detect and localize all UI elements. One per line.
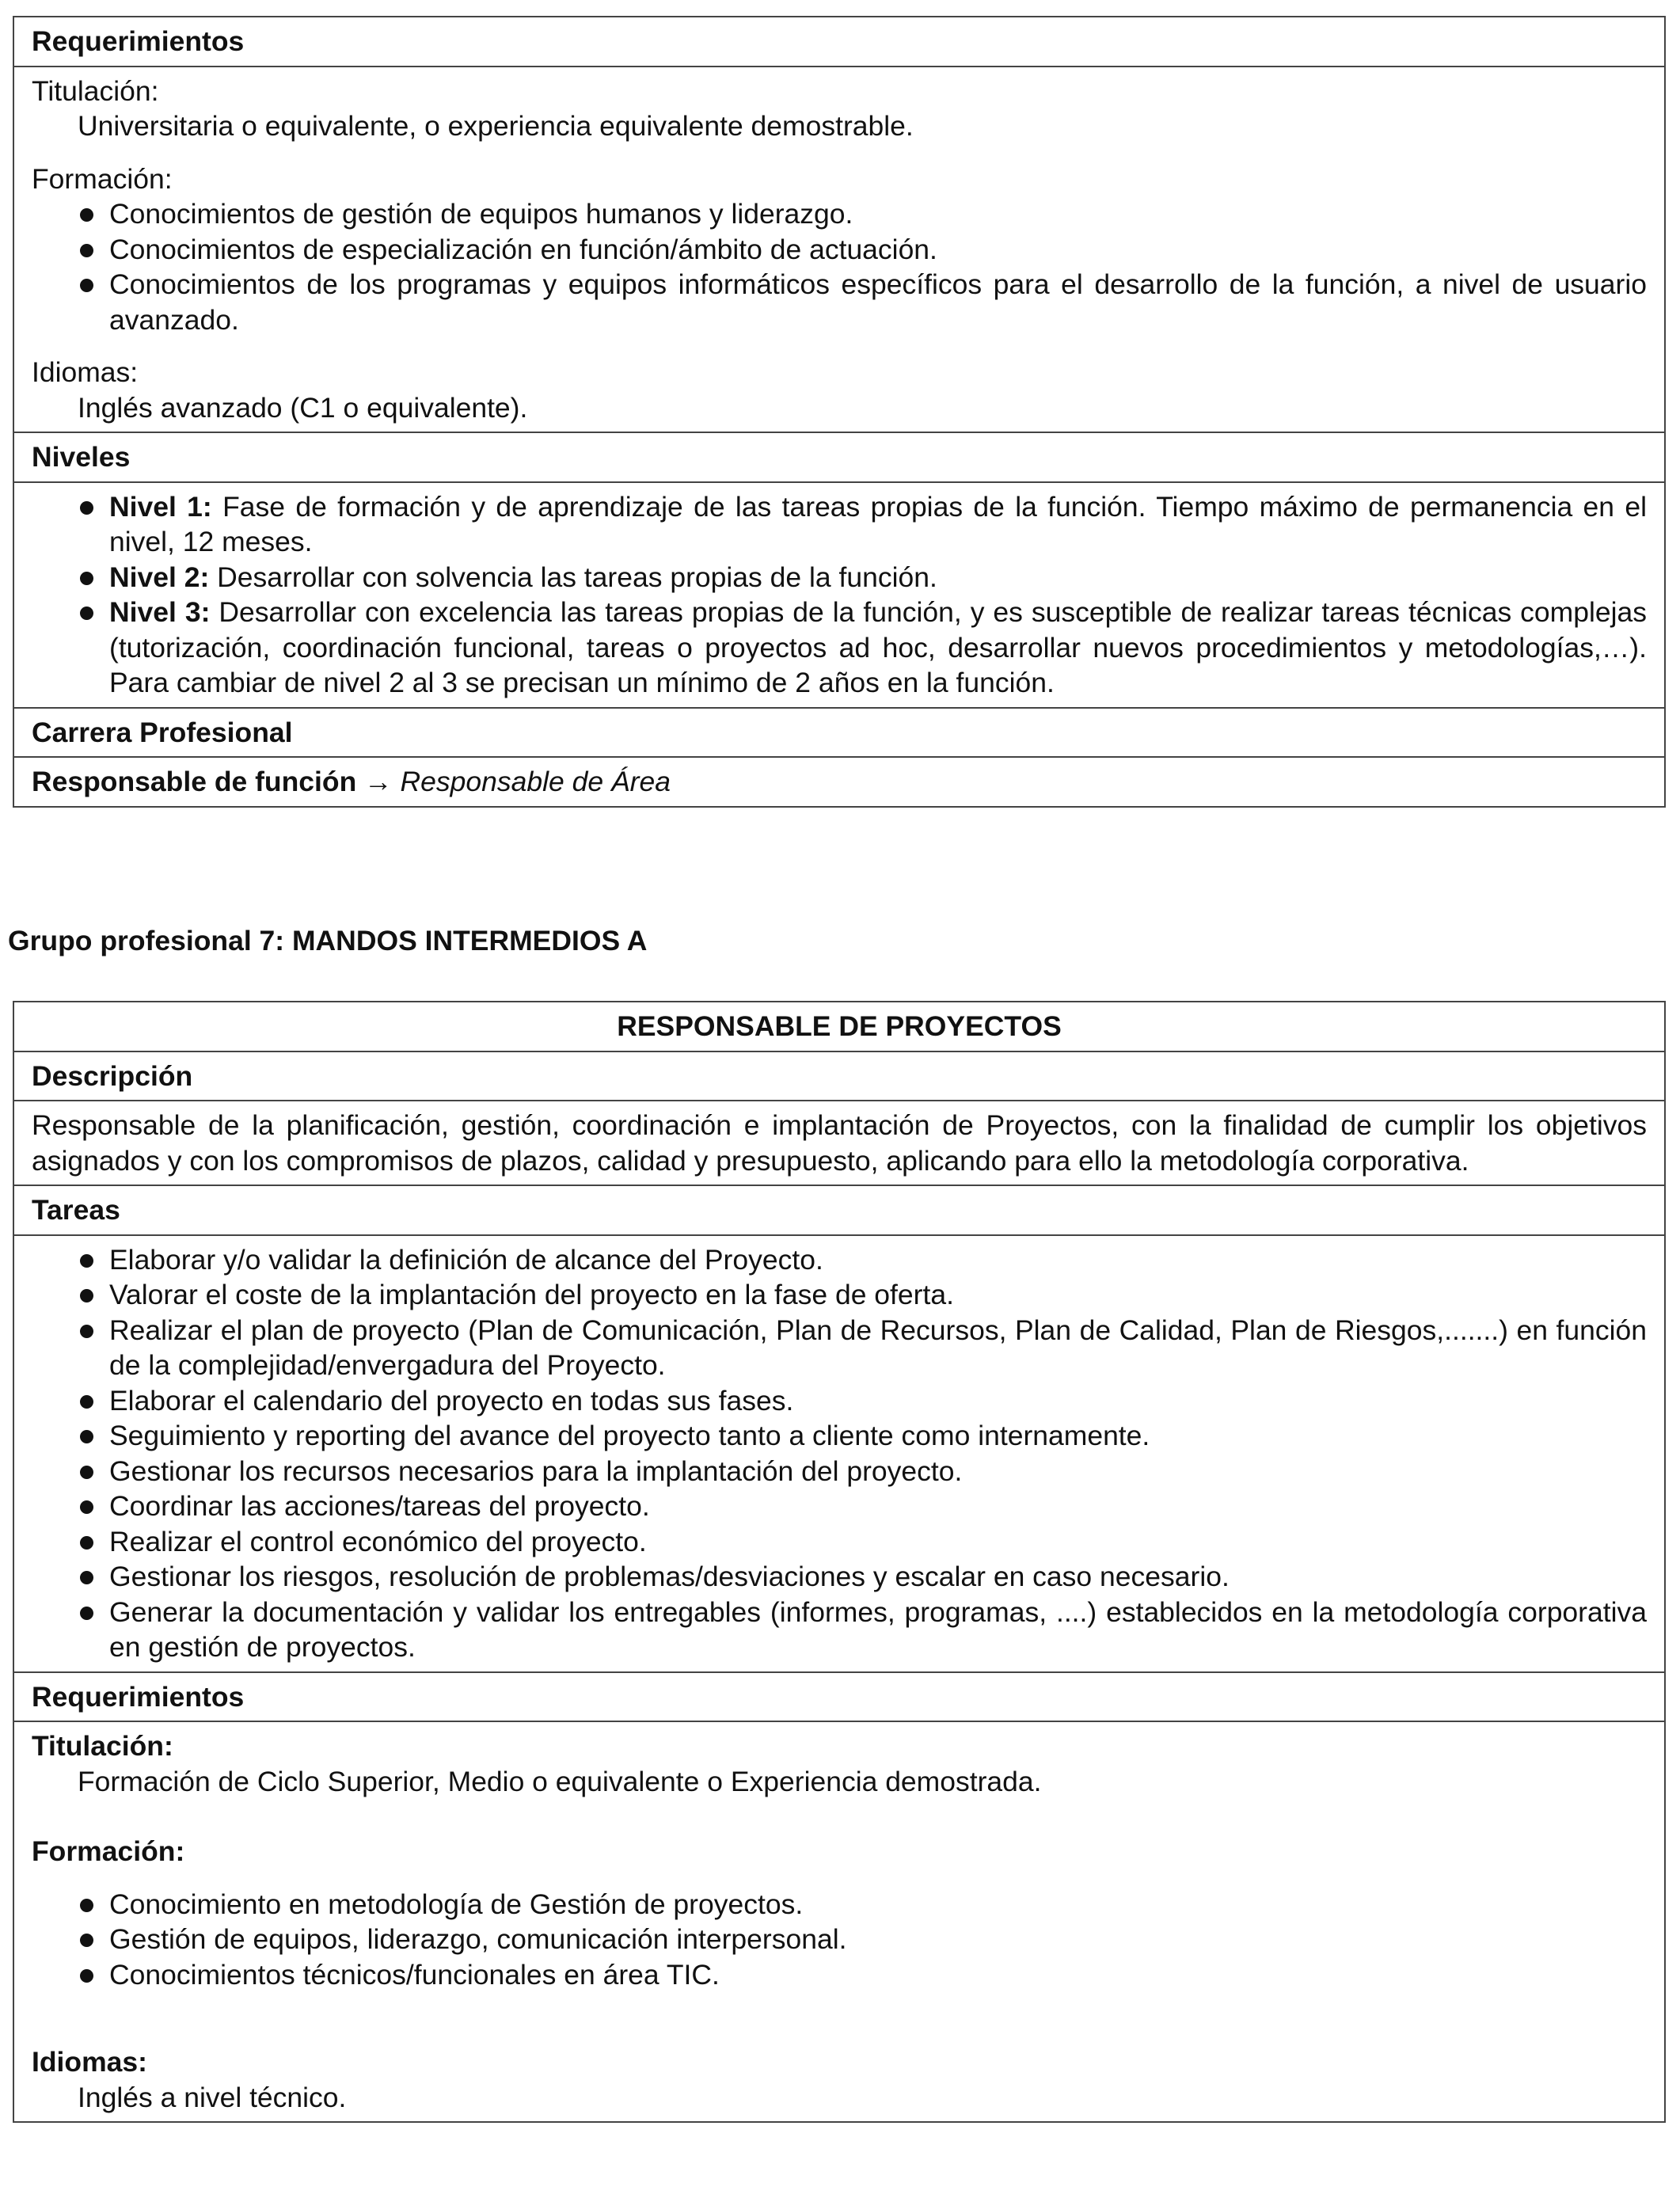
- descripcion-text: Responsable de la planificación, gestión, coordinación e implantación de Proyectos, con la finalidad de cumplir los objetivos asignados y con los compromisos de plazos, calidad y presupuesto, aplicando para ello la metodología corporativa.: [14, 1100, 1664, 1185]
- list-item: Conocimiento en metodología de Gestión de proyectos.: [78, 1887, 1647, 1922]
- titulacion-label: Titulación:: [32, 1730, 173, 1762]
- niveles-list: [32, 489, 1647, 701]
- niveles-cell: [14, 481, 1664, 707]
- carrera-from: Responsable de función: [32, 766, 357, 797]
- nivel-text: Desarrollar con excelencia las tareas propias de la función, y es susceptible de realizar tareas técnicas complejas (tutorización, coordinación funcional, tareas o proyectos ad hoc, desarrollar nuevos procedimientos y metodologías,…). Para cambiar de nivel 2 al 3 se precisan un mínimo de 2 años en la función.: [109, 596, 1647, 698]
- list-item: Realizar el plan de proyecto (Plan de Comunicación, Plan de Recursos, Plan de Calidad, Plan de Riesgos,.......) en función de la complejidad/envergadura del Proyecto.: [78, 1313, 1647, 1383]
- list-item: Conocimientos de los programas y equipos informáticos específicos para el desarrollo de la función, a nivel de usuario avanzado.: [78, 267, 1647, 337]
- list-item: Coordinar las acciones/tareas del proyecto.: [78, 1489, 1647, 1524]
- list-item: Gestión de equipos, liderazgo, comunicación interpersonal.: [78, 1922, 1647, 1957]
- tareas-cell: [14, 1234, 1664, 1671]
- requerimientos-header: Requerimientos: [32, 25, 245, 57]
- list-item: Valorar el coste de la implantación del proyecto en la fase de oferta.: [78, 1277, 1647, 1313]
- list-item: [78, 560, 1647, 595]
- idiomas-label: Idiomas:: [32, 356, 139, 388]
- carrera-header: Carrera Profesional: [14, 707, 1664, 757]
- descripcion-header: Descripción: [14, 1051, 1664, 1101]
- nivel-text: Fase de formación y de aprendizaje de las tareas propias de la función. Tiempo máximo de permanencia en el nivel, 12 meses.: [109, 490, 1647, 557]
- nivel-label: Nivel 1:: [109, 490, 212, 523]
- titulacion-label: Titulación:: [32, 74, 159, 107]
- nivel-label: Nivel 2:: [109, 561, 210, 593]
- list-item: Realizar el control económico del proyecto.: [78, 1524, 1647, 1560]
- list-item: Elaborar el calendario del proyecto en todas sus fases.: [78, 1383, 1647, 1419]
- requerimientos-header: Requerimientos: [14, 1671, 1664, 1721]
- list-item: Elaborar y/o validar la definición de alcance del Proyecto.: [78, 1242, 1647, 1278]
- list-item: Conocimientos técnicos/funcionales en área TIC.: [78, 1957, 1647, 1993]
- group-title: Grupo profesional 7: MANDOS INTERMEDIOS A: [8, 925, 648, 956]
- formacion-list: [32, 196, 1647, 337]
- niveles-header: Niveles: [14, 432, 1664, 481]
- job-title: RESPONSABLE DE PROYECTOS: [617, 1010, 1062, 1042]
- list-item: Seguimiento y reporting del avance del proyecto tanto a cliente como internamente.: [78, 1418, 1647, 1454]
- nivel-text: Desarrollar con solvencia las tareas propias de la función.: [209, 561, 937, 593]
- list-item: Conocimientos de gestión de equipos humanos y liderazgo.: [78, 196, 1647, 232]
- list-item: Gestionar los recursos necesarios para la implantación del proyecto.: [78, 1454, 1647, 1489]
- list-item: Generar la documentación y validar los entregables (informes, programas, ....) establecidos en la metodología corporativa en gestión de proyectos.: [78, 1595, 1647, 1665]
- requerimientos-cell: [14, 66, 1664, 432]
- idiomas-label: Idiomas:: [32, 2046, 147, 2078]
- nivel-label: Nivel 3:: [109, 596, 211, 628]
- job-table-responsable-proyectos: [13, 1001, 1666, 2123]
- job-table-continued: [13, 16, 1666, 808]
- titulacion-value: Universitaria o equivalente, o experiencia equivalente demostrable.: [78, 110, 914, 142]
- formacion-list: [32, 1887, 1647, 1993]
- requerimientos-cell: [14, 1721, 1664, 2121]
- idiomas-value: Inglés avanzado (C1 o equivalente).: [78, 391, 528, 424]
- list-item: Gestionar los riesgos, resolución de problemas/desviaciones y escalar en caso necesario.: [78, 1559, 1647, 1595]
- formacion-label: Formación:: [32, 162, 173, 195]
- carrera-cell: [14, 756, 1664, 806]
- carrera-arrow: →: [356, 766, 401, 797]
- tareas-list: [32, 1242, 1647, 1665]
- list-item: [78, 595, 1647, 701]
- tareas-header: Tareas: [14, 1185, 1664, 1234]
- carrera-to: Responsable de Área: [400, 766, 671, 797]
- idiomas-value: Inglés a nivel técnico.: [78, 2081, 347, 2113]
- list-item: Conocimientos de especialización en función/ámbito de actuación.: [78, 232, 1647, 268]
- formacion-label: Formación:: [32, 1835, 185, 1867]
- list-item: [78, 489, 1647, 560]
- titulacion-value: Formación de Ciclo Superior, Medio o equivalente o Experiencia demostrada.: [78, 1765, 1042, 1797]
